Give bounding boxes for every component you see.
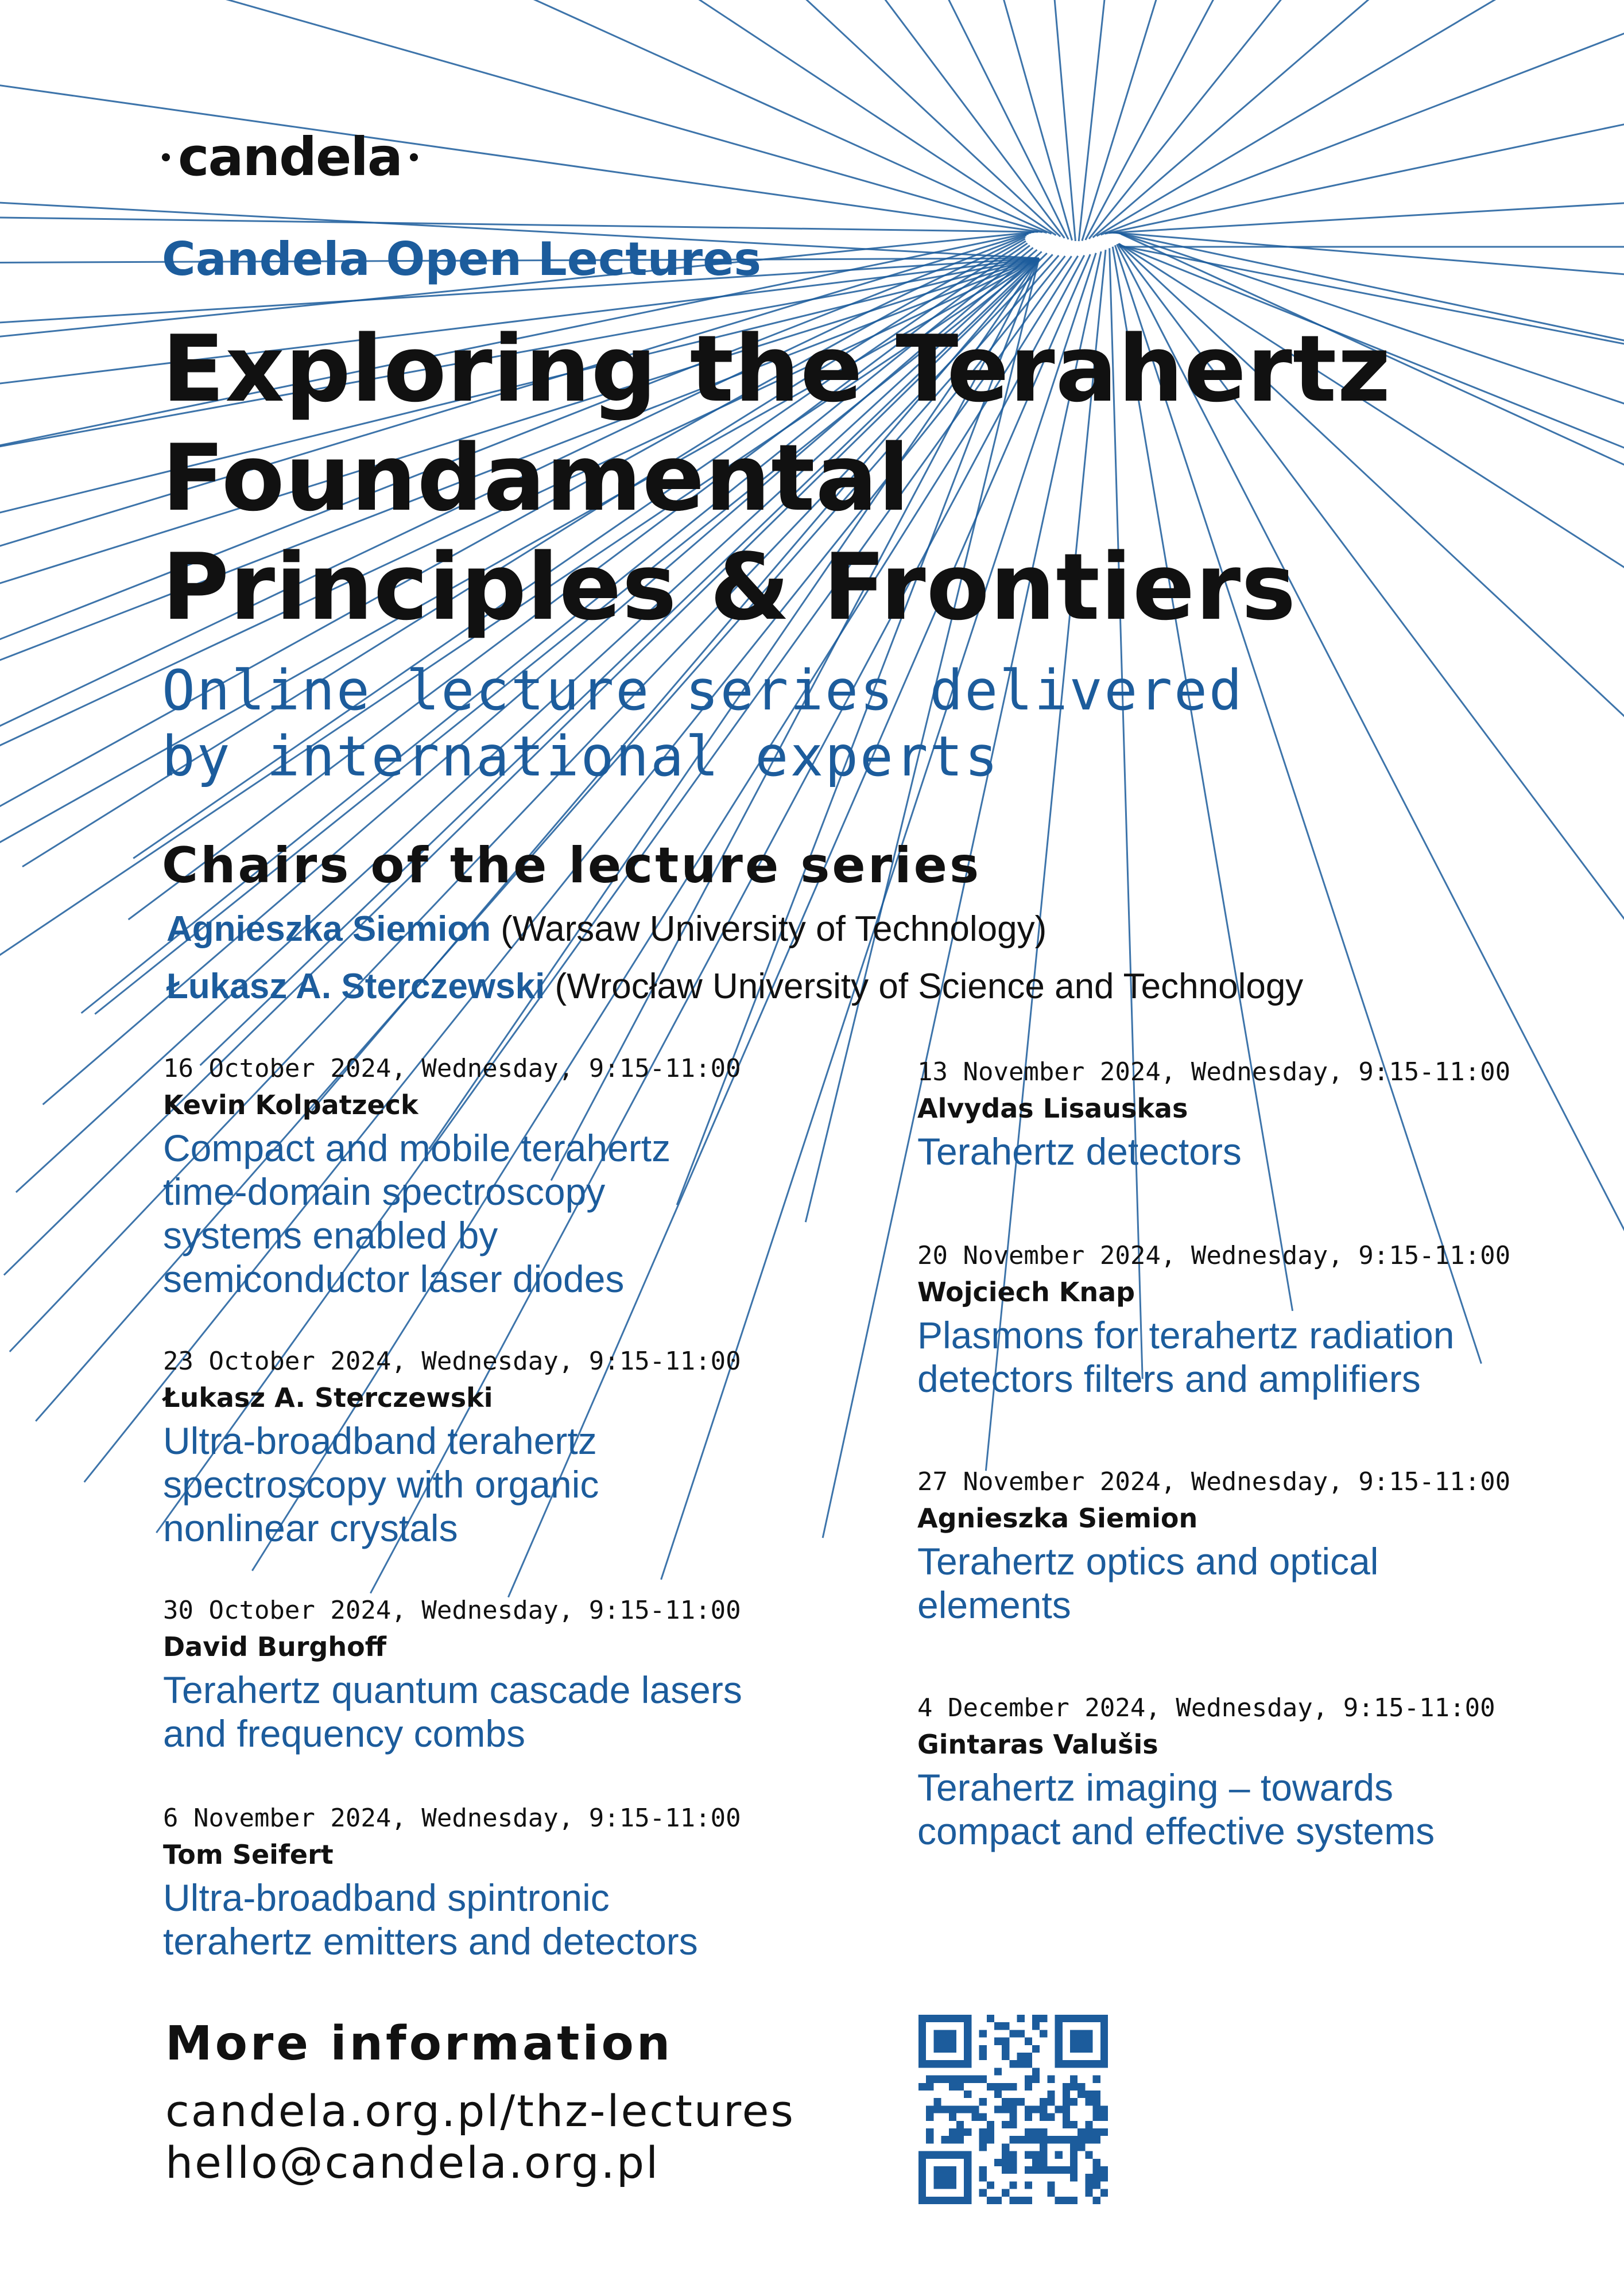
more-info-heading: More information (165, 2016, 673, 2071)
chair-entry (166, 909, 1047, 949)
title-line: Foundamental (162, 424, 910, 532)
lecture-date: 20 November 2024, Wednesday, 9:15-11:00 (917, 1241, 1511, 1270)
lecture-item (917, 1055, 1606, 1173)
topic-line: spectroscopy with organic (163, 1463, 599, 1506)
topic-line: Ultra-broadband terahertz (163, 1420, 597, 1462)
lecture-speaker: David Burghoff (163, 1631, 386, 1662)
lecture-speaker: Łukasz A. Sterczewski (163, 1382, 493, 1413)
lecture-speaker: Agnieszka Siemion (917, 1503, 1198, 1534)
subtitle (162, 658, 1482, 790)
topic-line: elements (917, 1584, 1071, 1626)
lecture-date: 16 October 2024, Wednesday, 9:15-11:00 (163, 1054, 741, 1083)
subtitle-line: by international experts (162, 724, 1000, 789)
lecture-speaker: Gintaras Valušis (917, 1729, 1158, 1760)
title-line: Principles & Frontiers (162, 533, 1297, 641)
lecture-item (163, 1344, 852, 1550)
lecture-item (163, 1593, 852, 1755)
chair-affiliation: (Warsaw University of Technology) (491, 909, 1047, 949)
lecture-item (163, 1801, 852, 1963)
topic-line: Terahertz detectors (917, 1130, 1242, 1173)
qr-code-icon[interactable] (918, 2015, 1108, 2204)
topic-line: Compact and mobile terahertz (163, 1127, 671, 1169)
topic-line: compact and effective systems (917, 1810, 1435, 1852)
logo-wordmark: candela (178, 126, 402, 188)
lecture-speaker: Tom Seifert (163, 1839, 334, 1870)
chair-entry (166, 969, 1303, 1004)
lecture-topic (917, 1539, 1606, 1627)
lecture-date: 6 November 2024, Wednesday, 9:15-11:00 (163, 1804, 741, 1833)
topic-line: semiconductor laser diodes (163, 1258, 625, 1300)
candela-logo (162, 126, 418, 188)
lecture-date: 23 October 2024, Wednesday, 9:15-11:00 (163, 1347, 741, 1376)
lecture-item (917, 1691, 1606, 1853)
topic-line: Plasmons for terahertz radiation (917, 1314, 1455, 1356)
lecture-date: 30 October 2024, Wednesday, 9:15-11:00 (163, 1596, 741, 1625)
logo-dot-right-icon (410, 153, 418, 161)
topic-line: Ultra-broadband spintronic (163, 1876, 610, 1919)
website-link[interactable]: candela.org.pl/thz-lectures (165, 2085, 795, 2136)
lecture-date: 4 December 2024, Wednesday, 9:15-11:00 (917, 1693, 1495, 1723)
topic-line: and frequency combs (163, 1712, 526, 1755)
subtitle-line: Online lecture series delivered (162, 658, 1244, 723)
topic-line: Terahertz imaging – towards (917, 1766, 1394, 1809)
lecture-topic (917, 1766, 1606, 1853)
lecture-item (917, 1239, 1606, 1401)
lecture-date: 27 November 2024, Wednesday, 9:15-11:00 (917, 1467, 1511, 1496)
logo-dot-left-icon (162, 153, 170, 161)
topic-line: terahertz emitters and detectors (163, 1920, 698, 1963)
lecture-topic (163, 1419, 852, 1550)
lecture-topic (917, 1130, 1606, 1173)
topic-line: Terahertz optics and optical (917, 1540, 1379, 1583)
lecture-item (917, 1465, 1606, 1627)
lecture-topic (917, 1313, 1606, 1401)
lecture-speaker: Kevin Kolpatzeck (163, 1089, 418, 1120)
chair-affiliation: (Wrocław University of Science and Technology (545, 967, 1304, 1006)
page-title (162, 315, 1482, 642)
topic-line: systems enabled by (163, 1214, 498, 1256)
email-link[interactable]: hello@candela.org.pl (165, 2137, 660, 2188)
lecture-item (163, 1052, 852, 1301)
chairs-heading: Chairs of the lecture series (162, 837, 982, 894)
lecture-topic (163, 1126, 852, 1301)
lecture-topic (163, 1876, 852, 1963)
topic-line: detectors filters and amplifiers (917, 1358, 1421, 1400)
lecture-topic (163, 1668, 852, 1755)
chair-name: Łukasz A. Sterczewski (166, 967, 545, 1006)
lecture-speaker: Wojciech Knap (917, 1277, 1135, 1308)
lecture-date: 13 November 2024, Wednesday, 9:15-11:00 (917, 1057, 1511, 1087)
topic-line: nonlinear crystals (163, 1507, 458, 1549)
lecture-speaker: Alvydas Lisauskas (917, 1093, 1188, 1124)
chair-name: Agnieszka Siemion (166, 909, 491, 949)
series-name: Candela Open Lectures (162, 232, 761, 286)
title-line: Exploring the Terahertz (162, 315, 1392, 422)
topic-line: Terahertz quantum cascade lasers (163, 1669, 742, 1711)
topic-line: time-domain spectroscopy (163, 1170, 606, 1213)
